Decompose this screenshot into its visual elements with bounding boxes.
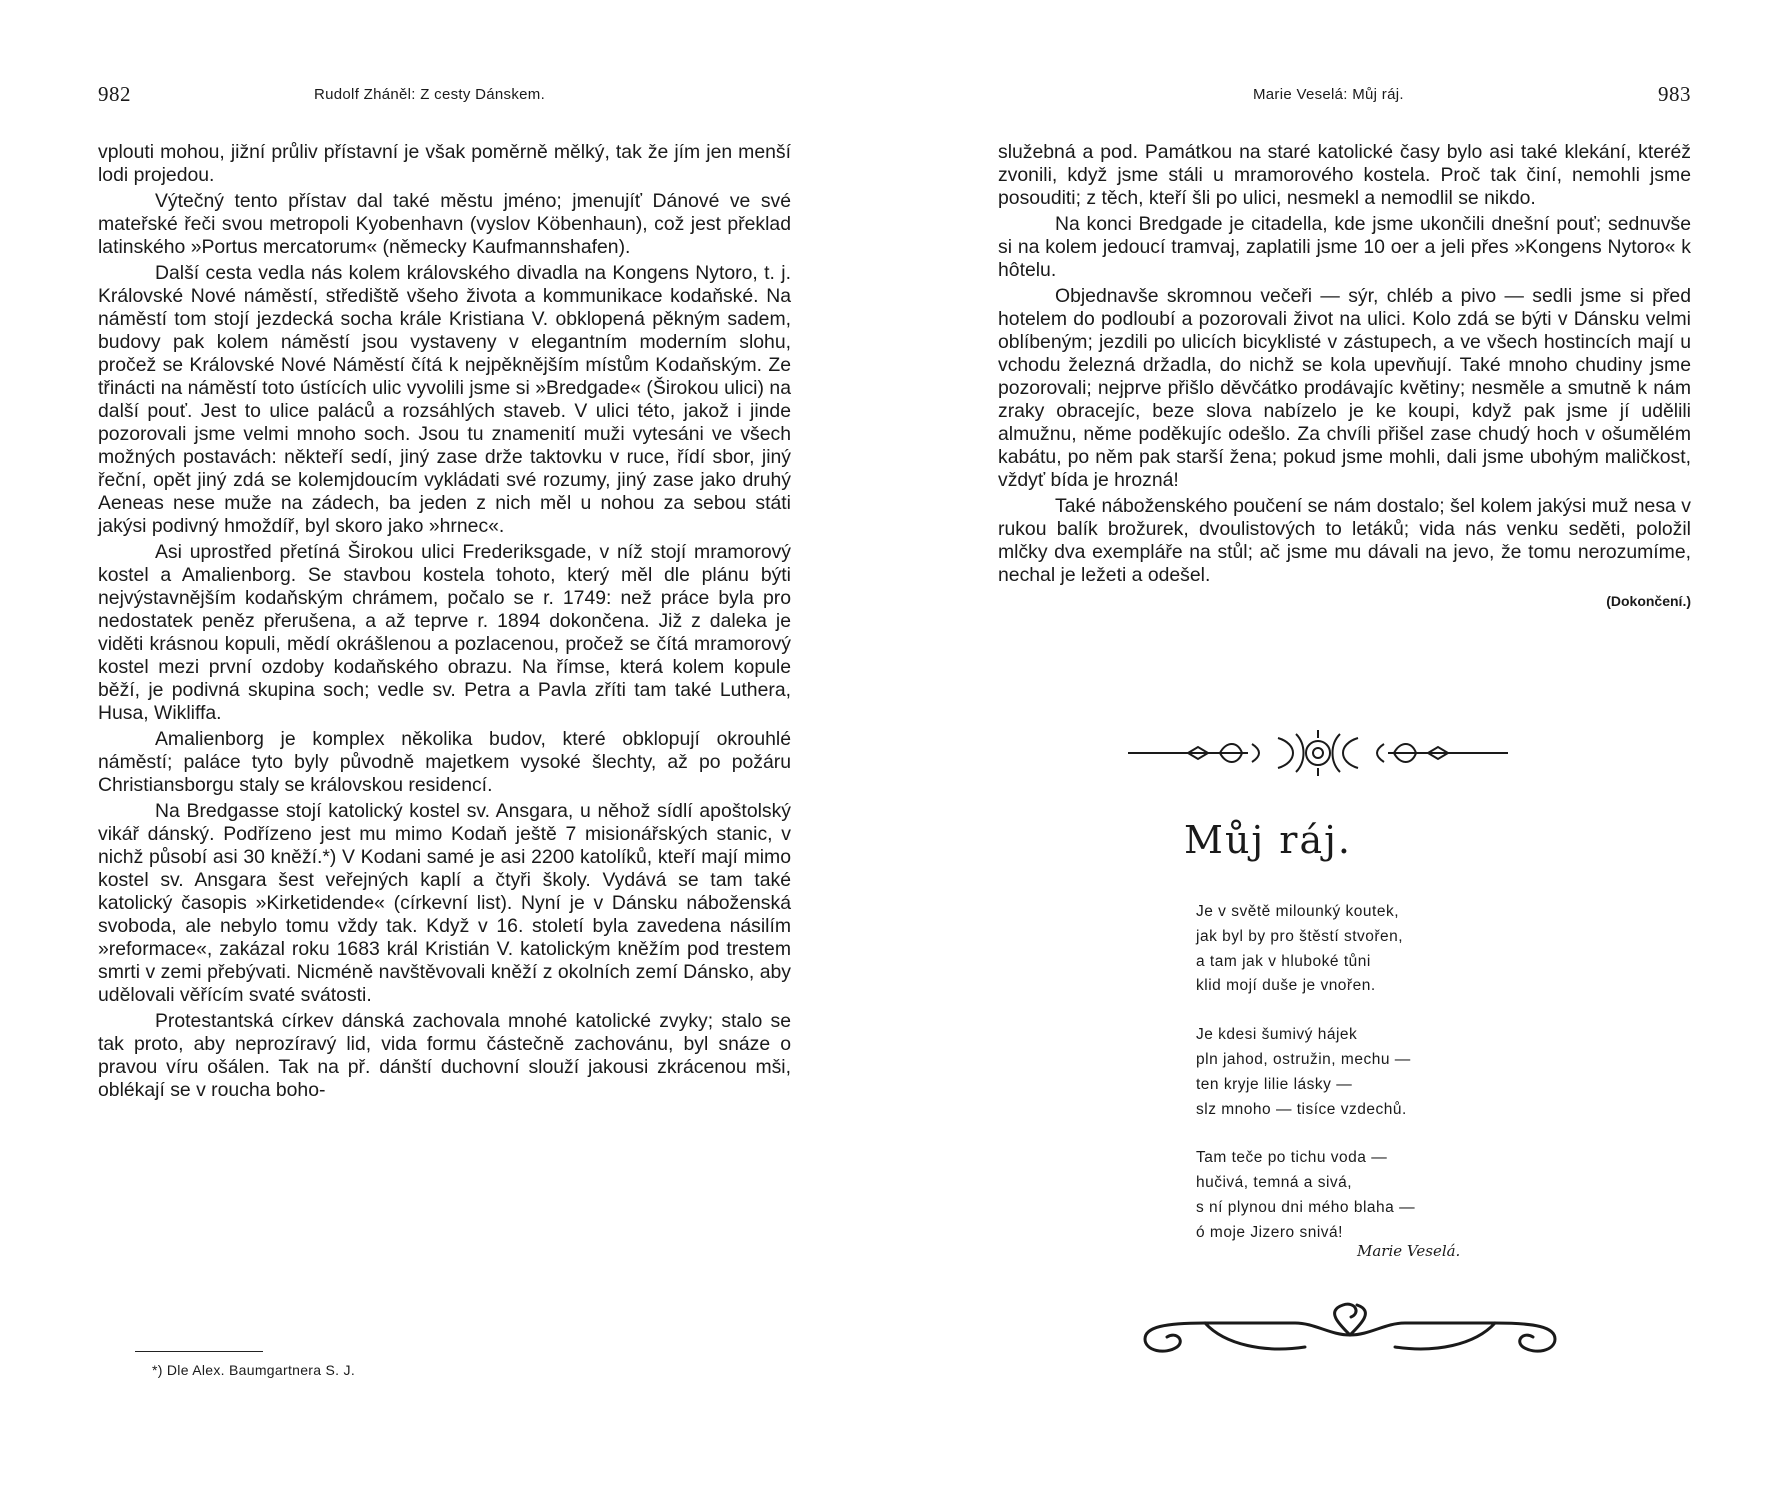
paragraph: Také náboženského poučení se nám dostalo; šel kolem jakýsi muž nesa v rukou balík brožurek, dvoulistových to letáků; vida nás venku seděti, položil mlčky dva exempláře na stůl; ač jsme mu dávali na jevo, že tomu nerozumíme, nechal je ležeti a odešel.: [998, 495, 1691, 586]
poem-line: Je v světě milounký koutek,: [1196, 903, 1400, 920]
poem-line: Je kdesi šumivý hájek: [1196, 1026, 1358, 1044]
paragraph: Na konci Bredgade je citadella, kde jsme ukončili dnešní pouť; sednuvše si na kolem jedoucí tramvaj, zaplatili jsme 10 oer a jeli přes »Kongens Nytoro« k hôtelu.: [998, 213, 1691, 281]
paragraph: Na Bredgasse stojí katolický kostel sv. Ansgara, u něhož sídlí apoštolský vikář dánský. Podřízeno jest mu mimo Kodaň ještě 7 misionářských stanic, v nichž působí asi 30 kněží.*) V Kodani samé je asi 2200 katolíků, kteří mají mimo kostel sv. Ansgara šest veřejných kaplí a čtyři školy. Vydává se tam také katolický časopis »Kirketidende« (církevní list). Nyní je v Dánsku náboženská svoboda, ale nebylo tomu vždy tak. Když v 16. století byla zavedena násilím »reformace«, zakázal roku 1683 král Kristián V. katolickým kněžím pod trestem smrti v zemi přebývati. Nicméně navštěvovali kněží z okolních zemí Dánsko, aby udělovali věřícím svaté svátosti.: [98, 800, 791, 1006]
poem-line: a tam jak v hluboké tůni: [1196, 952, 1371, 970]
left-text-block: [98, 141, 791, 1105]
poem-stanza: [1196, 1146, 1415, 1245]
paragraph: Další cesta vedla nás kolem královského divadla na Kongens Nytoro, t. j. Královské Nové náměstí, střediště všeho života a kommunikace kodaňské. Na náměstí tom stojí jezdecká socha krále Kristiana V. obklopená pěkným sadem, budovy pak kolem náměstí jsou vystaveny v elegantním moderním slohu, pročež se Královské Nové Náměstí čítá k nejpěknějším místům Kodaňským. Ze třinácti na náměstí toto ústících ulic vyvolili jsme si »Bredgade« (Širokou ulici) na další pouť. Jest to ulice paláců a rozsáhlých staveb. V ulici této, jakož i jinde pozorovali jsme velmi mnoho soch. Jsou tu znamenití muži vytesáni ve všech možných postavách: někteří sedí, jiný zase drže taktovku v ruce, řídí sbor, jiný řeční, opět jiný zdá se kolemjdoucím vykládati své rozumy, jiný zase jako druhý Aeneas nese muže na zádech, ba jeden z nich měl u nohou za sebou státi jakýsi podivný hmoždíř, byl skoro jako »hrnec«.: [98, 262, 791, 537]
paragraph: Asi uprostřed přetíná Širokou ulici Frederiksgade, v níž stojí mramorový kostel a Amalienborg. Se stavbou kostela tohoto, který měl dle plánu býti nejvýstavnějším kodaňským chrámem, počalo se r. 1749: než práce byla pro nedostatek peněz přerušena, a až teprve r. 1894 dokončena. Již z daleka je viděti krásnou kopuli, mědí okrášlenou a pozlacenou, pročež se čítá mramorový kostel mezi první ozdoby kodaňského obrazu. Na římse, která kolem kopule běží, je podivná skupina soch; vedle sv. Petra a Pavla zříti tam také Luthera, Husa, Wikliffa.: [98, 541, 791, 724]
poem-stanza: [1196, 900, 1415, 999]
poem-line: hučivá, temná a sivá,: [1196, 1174, 1353, 1192]
poem-line: slz mnoho — tisíce vzdechů.: [1196, 1100, 1407, 1118]
continuation-note: (Dokončení.): [1606, 593, 1691, 609]
poem-author: Marie Veselá.: [1357, 1242, 1461, 1260]
poem-title: Můj ráj.: [1184, 818, 1352, 862]
footnote: *) Dle Alex. Baumgartnera S. J.: [152, 1362, 356, 1378]
poem-line: jak byl by pro štěstí stvořen,: [1196, 927, 1404, 945]
poem: [1196, 900, 1415, 1270]
poem-line: klid mojí duše je vnořen.: [1196, 977, 1376, 995]
poem-line: pln jahod, ostružin, mechu —: [1196, 1050, 1411, 1068]
paragraph: Výtečný tento přístav dal také městu jméno; jmenujíť Dánové ve své mateřské řeči svou metropoli Kyobenhavn (vyslov Köbenhaun), což jest překlad latinského »Portus mercatorum« (německy Kaufmannshafen).: [98, 190, 791, 258]
paragraph: Objednavše skromnou večeři — sýr, chléb a pivo — sedli jsme si před hotelem do podloubí a pozorovali život na ulici. Kolo zdá se býti v Dánsku velmi oblíbeným; jezdili po ulicích bicyklisté v zástupech, a ve všech hostincích mají u vchodu železná držadla, do nichž se kola upevňují. Také mnoho chudiny jsme pozorovali; nejprve přišlo děvčátko prodávajíc květiny; nesměle a smutně k nám zraky obracejíc, beze slova nabízelo je ke koupi, když pak jsme jí udělili almužnu, něme poděkujíc odešlo. Za chvíli přišel zase chudý hoch v ošumělém kabátu, po něm pak starší žena; pokud jsme mohli, dali jsme ubohým maličkost, vždyť bída je hrozná!: [998, 285, 1691, 491]
scroll-flourish-icon: [1125, 1295, 1575, 1363]
left-running-head: Rudolf Zháněl: Z cesty Dánskem.: [314, 86, 546, 103]
paragraph: služebná a pod. Památkou na staré katolické časy bylo asi také klekání, kteréž zvonili, když jsme stáli u mramorového kostela. Proč tak činí, nemohli jsme posouditi; z těch, kteří šli po ulici, nesmekl a nemodlil se nikdo.: [998, 141, 1691, 209]
right-page-number: 983: [1658, 82, 1691, 106]
right-text-block: [998, 141, 1691, 613]
poem-line: ten kryje lilie lásky —: [1196, 1075, 1353, 1093]
poem-line: s ní plynou dni mého blaha —: [1196, 1198, 1416, 1216]
paragraph: Protestantská církev dánská zachovala mnohé katolické zvyky; stalo se tak proto, aby neprozíravý lid, vida formu částečně zachovánu, byl snáze o pravou víru ošálen. Tak na př. dánští duchovní slouží jakousi zkrácenou mši, oblékají se v roucha boho-: [98, 1010, 791, 1101]
flourish-divider-icon: [1128, 730, 1508, 776]
poem-line: Tam teče po tichu voda —: [1196, 1149, 1388, 1167]
paragraph: Amalienborg je komplex několika budov, které obklopují okrouhlé náměstí; paláce tyto byly původně majetkem vysoké šlechty, až po požáru Christiansborgu staly se královskou residencí.: [98, 728, 791, 796]
poem-stanza: [1196, 1023, 1415, 1122]
poem-line: ó moje Jizero snivá!: [1196, 1223, 1343, 1241]
paragraph: vplouti mohou, jižní průliv přístavní je však poměrně mělký, tak že jím jen menší lodi projedou.: [98, 141, 791, 186]
left-page-number: 982: [98, 82, 131, 106]
right-running-head: Marie Veselá: Můj ráj.: [1253, 86, 1404, 103]
footnote-rule: [135, 1351, 263, 1352]
right-page: [890, 0, 1780, 1501]
